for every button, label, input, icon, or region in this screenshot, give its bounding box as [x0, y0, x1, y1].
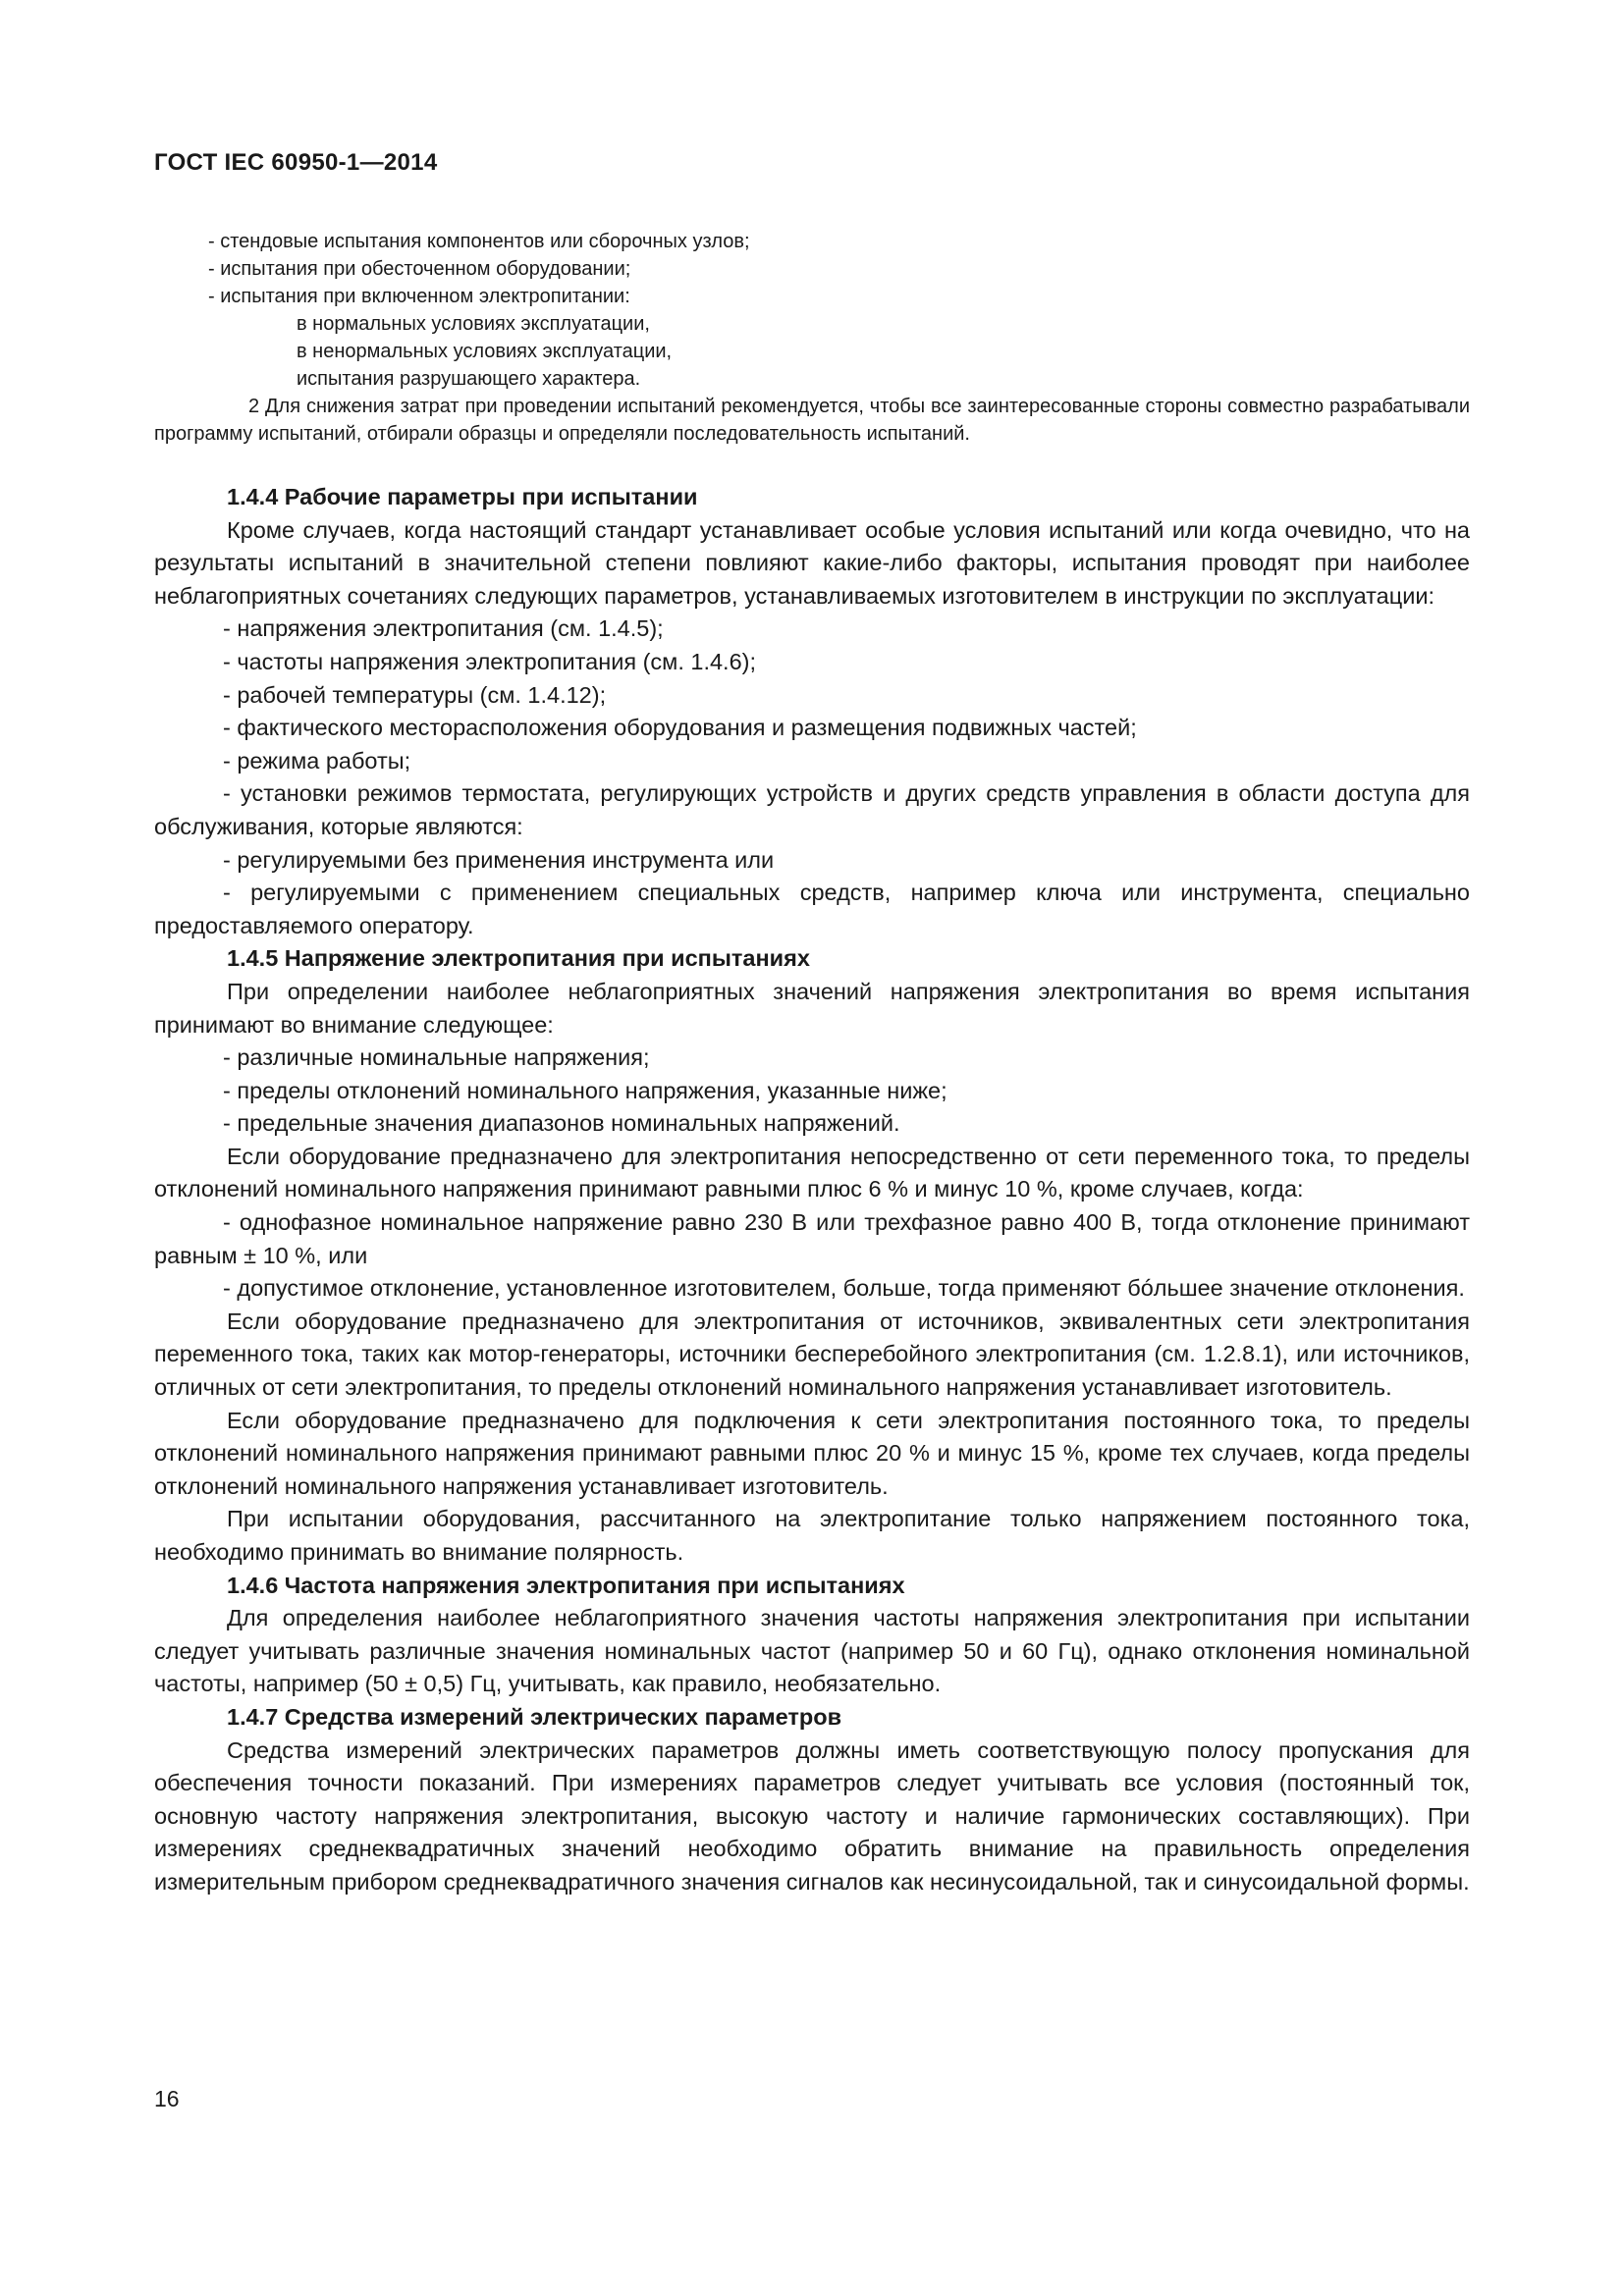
- paragraph: Кроме случаев, когда настоящий стандарт устанавливает особые условия испытаний или когда очевидно, что на результаты испытаний в значительной степени повлияют какие-либо факторы, испытания проводят при наиболее неблагоприятных сочетаниях следующих параметров, устанавливаемых изготовителем в инструкции по эксплуатации:: [154, 516, 1470, 609]
- list-item: - рабочей температуры (см. 1.4.12);: [223, 681, 607, 708]
- note-list-item: - стендовые испытания компонентов или сборочных узлов;: [208, 231, 750, 252]
- note-2: 2 Для снижения затрат при проведении испытаний рекомендуется, чтобы все заинтересованные стороны совместно разрабатывали программу испытаний, отбирали образцы и определяли последовательность испытаний.: [154, 396, 1470, 445]
- section-heading-1-4-6: 1.4.6 Частота напряжения электропитания при испытаниях: [227, 1572, 905, 1598]
- document-header: ГОСТ IEC 60950-1—2014: [154, 149, 438, 176]
- paragraph: При испытании оборудования, рассчитанного на электропитание только напряжением постоянного тока, необходимо принимать во внимание полярность.: [154, 1506, 1470, 1565]
- list-item: - фактического месторасположения оборудования и размещения подвижных частей;: [223, 715, 1137, 741]
- page-number: 16: [154, 2086, 180, 2111]
- list-item: - различные номинальные напряжения;: [223, 1044, 650, 1071]
- list-item: - регулируемыми с применением специальных средств, например ключа или инструмента, специально предоставляемого оператору.: [154, 880, 1470, 938]
- list-item: - регулируемыми без применения инструмента или: [223, 846, 775, 873]
- note-list-item: - испытания при включенном электропитании:: [208, 286, 630, 307]
- list-item: - установки режимов термостата, регулирующих устройств и других средств управления в области доступа для обслуживания, которые являются:: [154, 780, 1470, 839]
- notes-block: [154, 228, 1470, 448]
- section-heading-1-4-7: 1.4.7 Средства измерений электрических параметров: [227, 1703, 842, 1730]
- list-item: - режима работы;: [223, 747, 411, 774]
- note-list-item: - испытания при обесточенном оборудовании;: [208, 258, 631, 280]
- main-text: [154, 481, 1470, 1899]
- paragraph: Для определения наиболее неблагоприятного значения частоты напряжения электропитания при испытании следует учитывать различные значения номинальных частот (например 50 и 60 Гц), однако отклонения номинальной частоты, например (50 ± 0,5) Гц, учитывать, как правило, необязательно.: [154, 1605, 1470, 1697]
- note-sub-item: испытания разрушающего характера.: [297, 368, 641, 390]
- paragraph: Если оборудование предназначено для подключения к сети электропитания постоянного тока, то пределы отклонений номинального напряжения принимают равными плюс 20 % и минус 15 %, кроме тех случаев, когда пределы отклонений номинального напряжения устанавливает изготовитель.: [154, 1407, 1470, 1499]
- note-sub-item: в нормальных условиях эксплуатации,: [297, 313, 650, 335]
- list-item: - предельные значения диапазонов номинальных напряжений.: [223, 1110, 900, 1137]
- section-heading-1-4-4: 1.4.4 Рабочие параметры при испытании: [227, 484, 698, 509]
- paragraph: Средства измерений электрических параметров должны иметь соответствующую полосу пропускания для обеспечения точности показаний. При измерениях параметров следует учитывать все условия (постоянный ток, основную частоту напряжения электропитания, высокую частоту и наличие гармонических составляющих). При измерениях среднеквадратичных значений необходимо обратить внимание на правильность определения измерительным прибором среднеквадратичного значения сигналов как несинусоидальной, так и синусоидальной формы.: [154, 1736, 1470, 1895]
- paragraph: Если оборудование предназначено для электропитания от источников, эквивалентных сети электропитания переменного тока, таких как мотор-генераторы, источники бесперебойного электропитания (см. 1.2.8.1), или источников, отличных от сети электропитания, то пределы отклонений номинального напряжения устанавливает изготовитель.: [154, 1308, 1470, 1401]
- paragraph: Если оборудование предназначено для электропитания непосредственно от сети переменного тока, то пределы отклонений номинального напряжения принимают равными плюс 6 % и минус 10 %, кроме случаев, когда:: [154, 1143, 1470, 1202]
- list-item: - напряжения электропитания (см. 1.4.5);: [223, 615, 664, 642]
- section-heading-1-4-5: 1.4.5 Напряжение электропитания при испытаниях: [227, 945, 810, 972]
- list-item: - пределы отклонений номинального напряжения, указанные ниже;: [223, 1077, 947, 1103]
- note-sub-item: в ненормальных условиях эксплуатации,: [297, 341, 673, 362]
- paragraph: При определении наиболее неблагоприятных значений напряжения электропитания во время испытания принимают во внимание следующее:: [154, 978, 1470, 1038]
- list-item: - однофазное номинальное напряжение равно 230 В или трехфазное равно 400 В, тогда отклонение принимают равным ± 10 %, или: [154, 1209, 1470, 1268]
- list-item: - допустимое отклонение, установленное изготовителем, больше, тогда применяют бóльшее значение отклонения.: [223, 1275, 1465, 1302]
- list-item: - частоты напряжения электропитания (см. 1.4.6);: [223, 648, 757, 674]
